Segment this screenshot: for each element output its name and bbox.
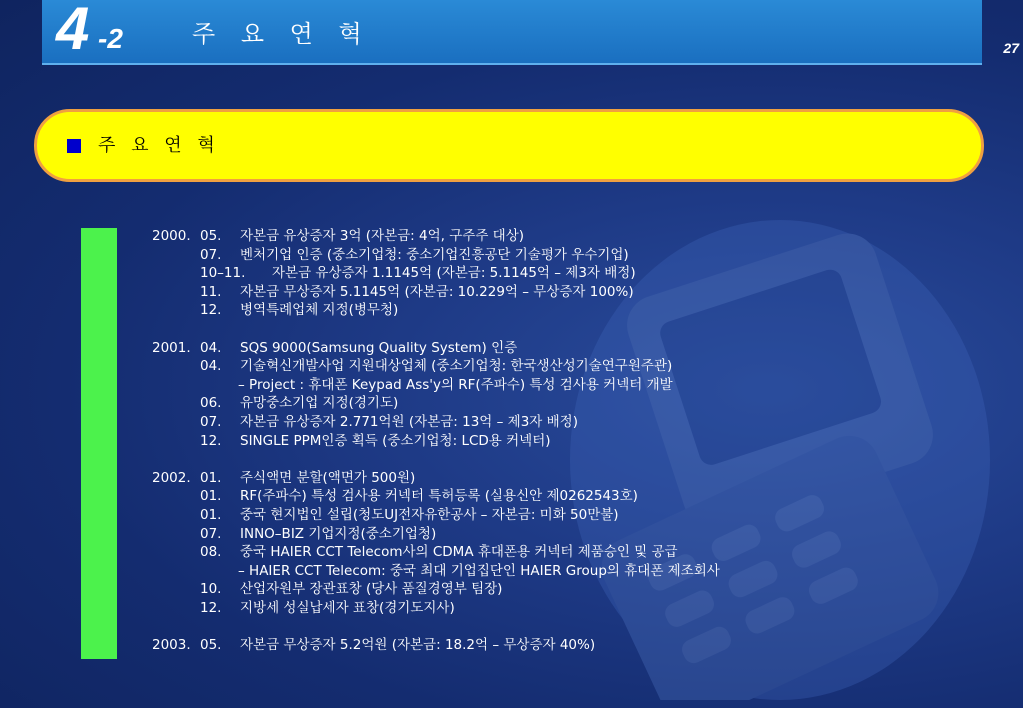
- history-year: 2003.: [152, 637, 191, 654]
- history-list: [152, 227, 852, 655]
- history-item: [152, 283, 852, 302]
- history-item: [152, 339, 852, 358]
- history-text: INNO–BIZ 기업지정(중소기업청): [240, 525, 437, 542]
- history-year: 2002.: [152, 469, 191, 486]
- accent-bar: [81, 228, 117, 659]
- history-month: 06.: [200, 395, 222, 412]
- history-item: [152, 506, 852, 525]
- year-gap: [152, 450, 852, 469]
- history-item: [152, 376, 852, 395]
- history-month: 01.: [200, 488, 222, 505]
- history-text: 자본금 유상증자 2.771억원 (자본금: 13억 – 제3자 배정): [240, 413, 578, 430]
- history-item: [152, 599, 852, 618]
- history-item: [152, 562, 852, 581]
- history-item: [152, 394, 852, 413]
- history-item: [152, 469, 852, 488]
- history-item: [152, 246, 852, 265]
- history-text: 기술혁신개발사업 지원대상업체 (중소기업청: 한국생산성기술연구원주관): [240, 358, 673, 375]
- history-month: 04.: [200, 339, 222, 356]
- history-month: 10–11.: [200, 265, 246, 282]
- section-heading-label: 주 요 연 혁: [98, 135, 220, 156]
- history-text: 중국 현지법인 설립(청도UJ전자유한공사 – 자본금: 미화 50만불): [240, 506, 619, 523]
- history-text: 자본금 무상증자 5.2억원 (자본금: 18.2억 – 무상증자 40%): [240, 637, 596, 654]
- history-item: [152, 301, 852, 320]
- history-text: – Project : 휴대폰 Keypad Ass'y의 RF(주파수) 특성 검사용 커넥터 개발: [238, 376, 673, 393]
- history-month: 01.: [200, 469, 222, 486]
- history-text: 유망중소기업 지정(경기도): [240, 395, 399, 412]
- year-gap: [152, 617, 852, 636]
- history-year: 2001.: [152, 339, 191, 356]
- history-month: 12.: [200, 432, 222, 449]
- history-item: [152, 543, 852, 562]
- history-month: 07.: [200, 525, 222, 542]
- history-month: 12.: [200, 599, 222, 616]
- history-item: [152, 227, 852, 246]
- history-month: 07.: [200, 413, 222, 430]
- history-text: 자본금 유상증자 1.1145억 (자본금: 5.1145억 – 제3자 배정): [272, 265, 636, 282]
- history-item: [152, 580, 852, 599]
- section-number: 4: [56, 0, 90, 62]
- bullet-square-icon: [67, 139, 81, 153]
- history-text: 중국 HAIER CCT Telecom사의 CDMA 휴대폰용 커넥터 제품승인 및 공급: [240, 544, 678, 561]
- history-year: 2000.: [152, 228, 191, 244]
- history-item: [152, 432, 852, 451]
- history-month: 11.: [200, 283, 222, 300]
- history-item: [152, 357, 852, 376]
- history-text: SINGLE PPM인증 획득 (중소기업청: LCD용 커넥터): [240, 432, 551, 449]
- page-number: 27: [1003, 40, 1019, 56]
- history-text: 자본금 유상증자 3억 (자본금: 4억, 구주주 대상): [240, 228, 524, 244]
- history-text: 벤처기업 인증 (중소기업청: 중소기업진흥공단 기술평가 우수기업): [240, 246, 629, 263]
- history-month: 07.: [200, 246, 222, 263]
- page-title: 주 요 연 혁: [192, 20, 371, 48]
- history-text: 산업자원부 장관표창 (당사 품질경영부 팀장): [240, 581, 503, 598]
- history-month: 10.: [200, 581, 222, 598]
- history-text: SQS 9000(Samsung Quality System) 인증: [240, 339, 518, 356]
- history-month: 01.: [200, 506, 222, 523]
- history-text: RF(주파수) 특성 검사용 커넥터 특허등록 (실용신안 제0262543호): [240, 488, 638, 505]
- history-item: [152, 525, 852, 544]
- history-item: [152, 636, 852, 655]
- history-month: 08.: [200, 544, 222, 561]
- history-month: 05.: [200, 228, 222, 244]
- history-month: 12.: [200, 302, 222, 319]
- history-item: [152, 487, 852, 506]
- history-month: 04.: [200, 358, 222, 375]
- year-gap: [152, 320, 852, 339]
- history-text: 자본금 무상증자 5.1145억 (자본금: 10.229억 – 무상증자 100%): [240, 283, 634, 300]
- history-item: [152, 264, 852, 283]
- history-item: [152, 413, 852, 432]
- section-subnumber: -2: [98, 23, 123, 54]
- history-text: – HAIER CCT Telecom: 중국 최대 기업집단인 HAIER Group의 휴대폰 제조회사: [238, 562, 720, 579]
- history-text: 주식액면 분할(액면가 500원): [240, 469, 416, 486]
- history-text: 병역특례업체 지정(병무청): [240, 302, 399, 319]
- history-month: 05.: [200, 637, 222, 654]
- header-bar: [42, 0, 982, 65]
- history-text: 지방세 성실납세자 표창(경기도지사): [240, 599, 455, 616]
